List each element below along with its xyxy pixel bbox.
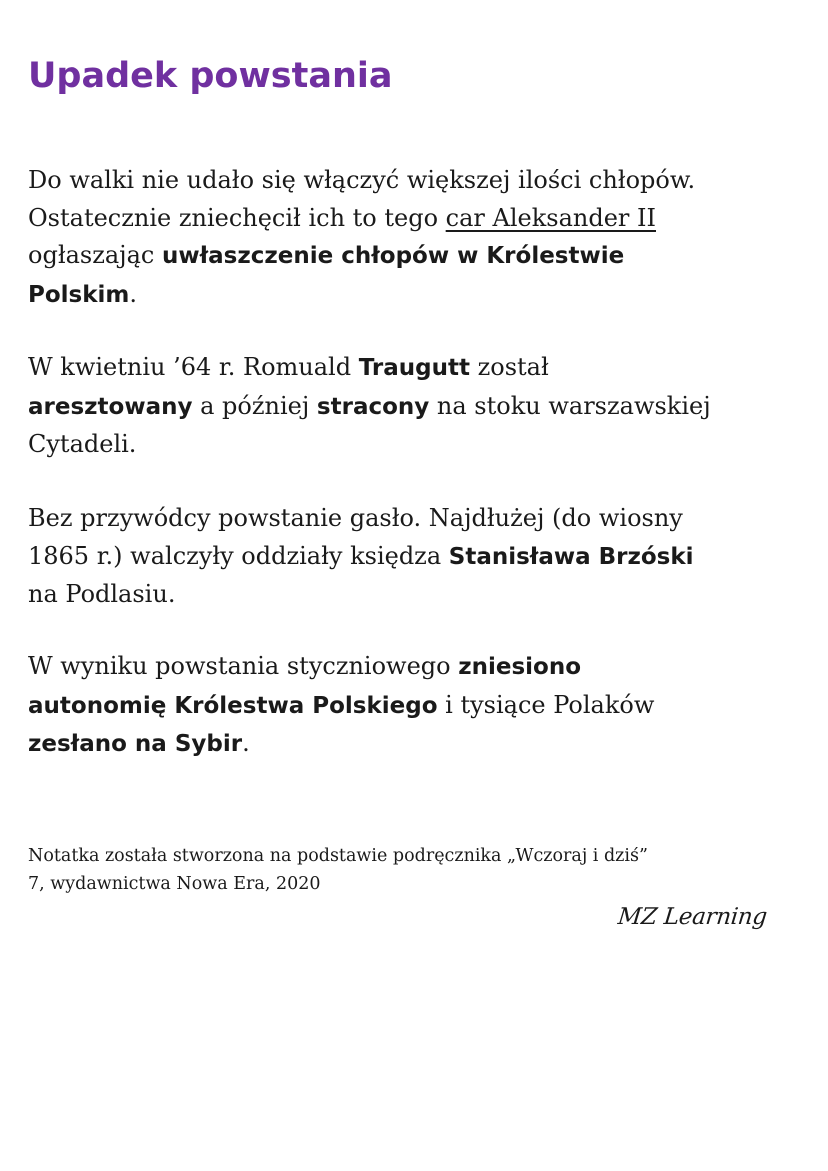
text-run: . bbox=[242, 729, 250, 757]
signature-mz-learning: MZ Learning bbox=[616, 904, 769, 930]
text-line bbox=[28, 687, 818, 726]
text-run: został bbox=[469, 353, 549, 381]
text-run: Cytadeli. bbox=[28, 430, 137, 458]
bold-term: Polskim bbox=[28, 281, 130, 308]
text-run: W wyniku powstania styczniowego bbox=[28, 652, 459, 680]
bold-term: zesłano na Sybir bbox=[28, 731, 243, 757]
text-run: Bez przywódcy powstanie gasło. Najdłużej (do wiosny bbox=[28, 504, 683, 532]
bold-term: aresztowany bbox=[28, 393, 193, 420]
bold-term: stracony bbox=[316, 393, 430, 420]
paragraph-traugutt bbox=[28, 349, 818, 464]
text-run: Do walki nie udało się włączyć większej ilości chłopów. bbox=[28, 166, 696, 194]
paragraph-consequences bbox=[28, 648, 818, 764]
text-run: W kwietniu ’64 r. Romuald bbox=[28, 353, 359, 381]
source-line: 7, wydawnictwa Nowa Era, 2020 bbox=[28, 874, 321, 894]
paragraph-brzoska bbox=[28, 500, 818, 614]
text-line bbox=[28, 725, 818, 764]
text-line bbox=[28, 648, 818, 687]
text-run: . bbox=[129, 279, 138, 308]
text-line bbox=[28, 538, 818, 577]
text-line bbox=[28, 388, 818, 427]
text-run: Ostatecznie zniechęcił ich to tego bbox=[28, 203, 446, 232]
text-line bbox=[28, 237, 818, 276]
text-line bbox=[28, 500, 818, 538]
text-line bbox=[28, 162, 818, 200]
text-line bbox=[28, 276, 818, 315]
text-run: 1865 r.) walczyły oddziały księdza bbox=[28, 541, 449, 570]
text-line bbox=[28, 426, 818, 464]
bold-term: Traugutt bbox=[358, 355, 470, 381]
text-run: i tysiące Polaków bbox=[437, 690, 655, 719]
bold-term: zniesiono bbox=[458, 654, 582, 680]
text-run: a później bbox=[192, 391, 317, 420]
text-line bbox=[28, 200, 818, 238]
bold-term: Stanisława Brzóski bbox=[448, 543, 694, 570]
source-line: Notatka została stworzona na podstawie podręcznika „Wczoraj i dziś” bbox=[28, 846, 648, 866]
underlined-term: car Aleksander II bbox=[445, 203, 656, 232]
text-run: na stoku warszawskiej bbox=[429, 391, 711, 420]
page-title: Upadek powstania bbox=[28, 56, 393, 96]
paragraph-peasants bbox=[28, 162, 818, 314]
text-run: ogłaszając bbox=[28, 241, 162, 269]
source-note bbox=[28, 842, 818, 898]
text-line bbox=[28, 576, 818, 614]
bold-term: autonomię Królestwa Polskiego bbox=[28, 692, 438, 719]
bold-term: uwłaszczenie chłopów w Królestwie bbox=[162, 243, 625, 269]
text-run: na Podlasiu. bbox=[28, 580, 176, 608]
text-line bbox=[28, 349, 818, 388]
